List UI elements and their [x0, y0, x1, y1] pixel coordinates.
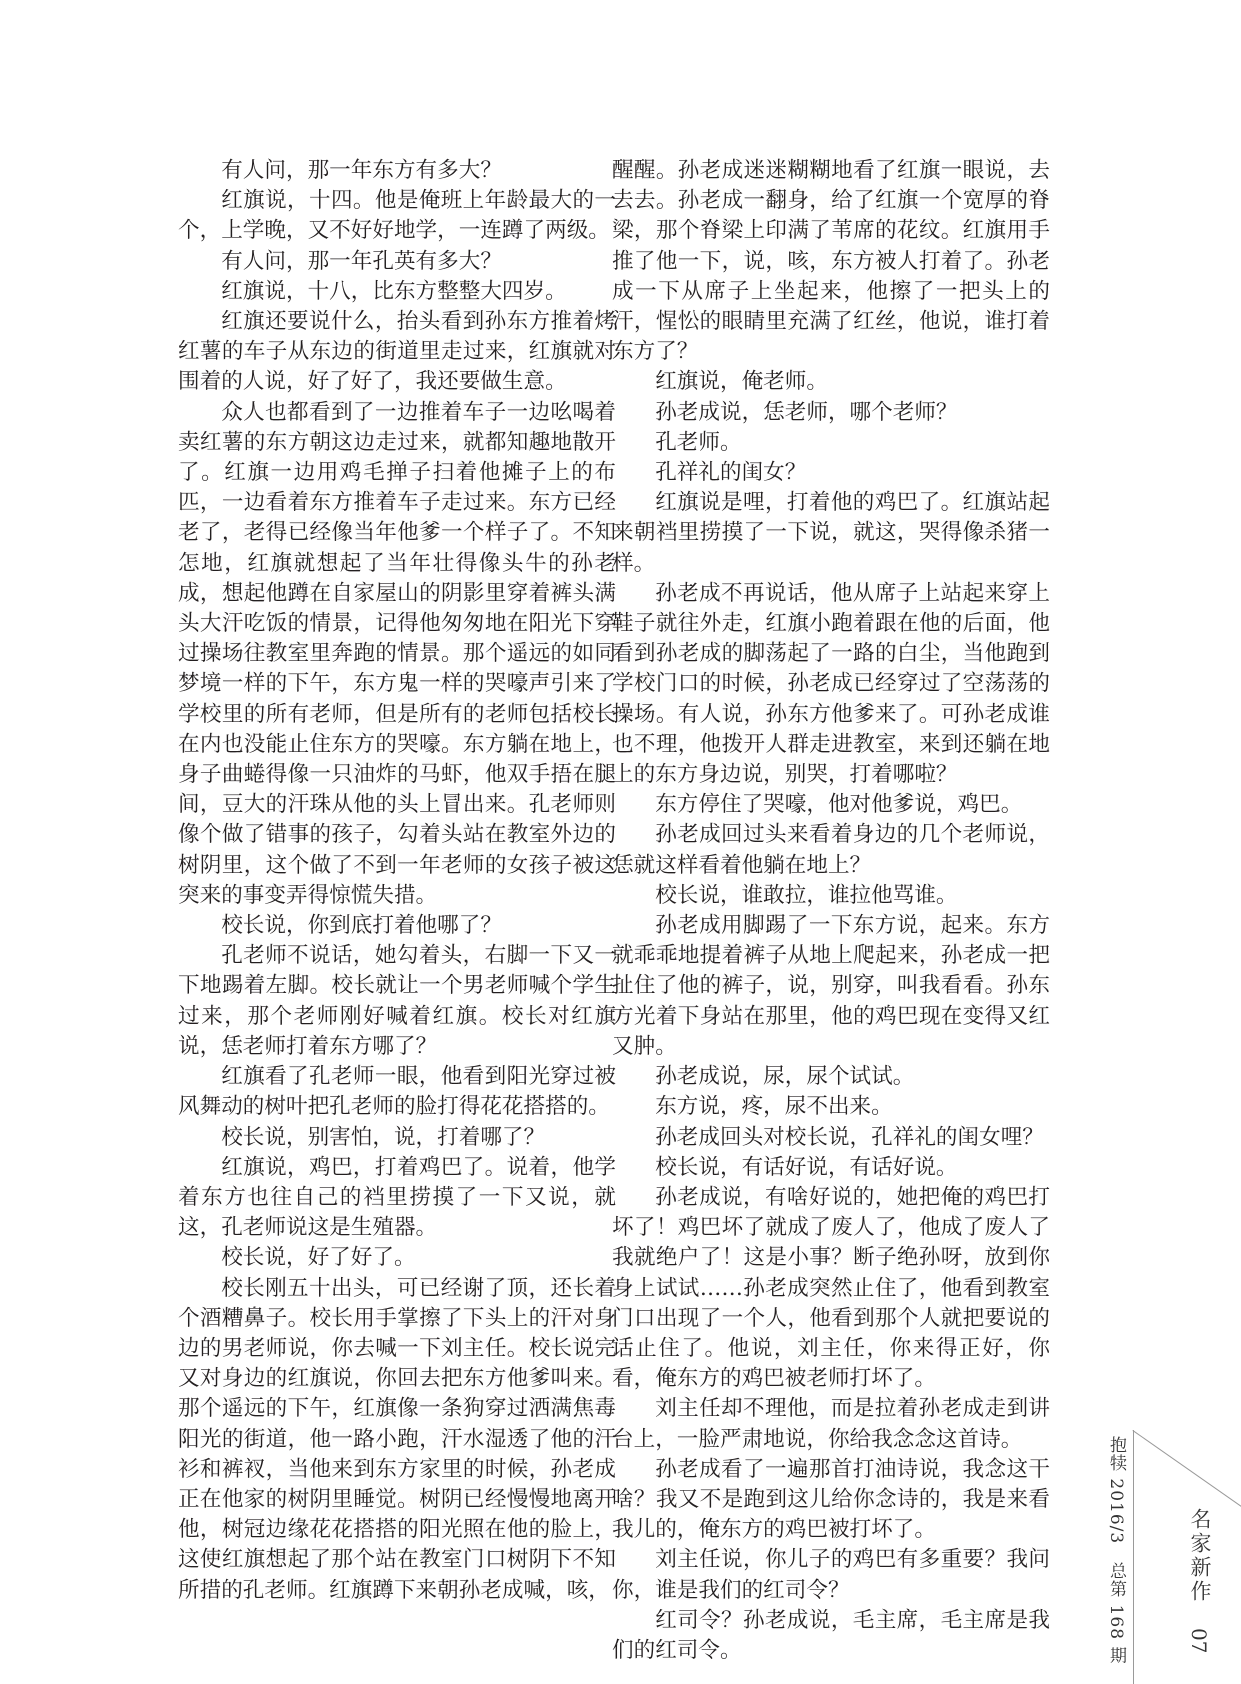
paragraph: 红旗还要说什么，抬头看到孙东方推着烤红薯的车子从东边的街道里走过来，红旗就对围着的人说，好了好了，我还要做生意。: [178, 309, 616, 395]
paragraph: 孙老成说，尿，尿个试试。: [655, 1064, 915, 1090]
paragraph: 校长刚五十出头，可已经谢了顶，还长着个酒糟鼻子。校长用手掌擦了下头上的汗对身边的男老师说，你去喊一下刘主任。校长说完又对身边的红旗说，你回去把东方他爹叫来。那个遥远的下午，红旗像一条狗穿过洒满焦毒阳光的街道，他一路小跑，汗水湿透了他的汗衫和裤衩，当他来到东方家里的时候，孙老成正在他家的树阴里睡觉。树阴已经慢慢地离开他，树冠边缘花花搭搭的阳光照在他的脸上，这使红旗想起了那个站在教室门口树阴下不知所措的孔老师。红旗蹲下来朝孙老成喊，咳，: [178, 1275, 616, 1603]
right-text-column: [612, 156, 1050, 1666]
paragraph: 东方说，疼，尿不出来。: [655, 1094, 893, 1120]
paragraph: 校长说，你到底打着他哪了？: [221, 913, 502, 939]
paragraph: 孔祥礼的闺女？: [655, 460, 807, 486]
paragraph: 红司令？孙老成说，毛主席，毛主席是我们的红司令。: [612, 1607, 1050, 1663]
paragraph: 有人问，那一年东方有多大？: [221, 158, 502, 183]
paragraph: 众人也都看到了一边推着车子一边吆喝着卖红薯的东方朝这边走过来，就都知趣地散开了。红旗一边用鸡毛掸子扫着他摊子上的布匹，一边看着东方推着车子走过来。东方已经老了，老得已经像当年他爹一个样子了。不知怎地，红旗就想起了当年壮得像头牛的孙老成，想起他蹲在自家屋山的阴影里穿着裤头满头大汗吃饭的情景，记得他匆匆地在阳光下穿过操场往教室里奔跑的情景。那个遥远的如同梦境一样的下午，东方鬼一样的哭嚎声引来了学校里的所有老师，但是所有的老师包括校长在内也没能止住东方的哭嚎。东方躺在地上，身子曲蜷得像一只油炸的马虾，他双手捂在腿间，豆大的汗珠从他的头上冒出来。孔老师则像个做了错事的孩子，勾着头站在教室外边的树阴里，这个做了不到一年老师的女孩子被这突来的事变弄得惊慌失措。: [178, 399, 616, 908]
paragraph: 红旗说是哩，打着他的鸡巴了。红旗站起来朝裆里捞摸了一下说，就这，哭得像杀猪一样。: [612, 490, 1050, 576]
issue-info: 抱犊 2016/3 总第 168 期: [1106, 1436, 1126, 1665]
paragraph: 孙老成不再说话，他从席子上站起来穿上鞋子就往外走，红旗小跑着跟在他的后面，他看到孙老成的脚荡起了一路的白尘，当他跑到学校门口的时候，孙老成已经穿过了空荡荡的操场。有人说，孙东方他爹来了。可孙老成谁也不理，他拨开人群走进教室，来到还躺在地上的东方身边说，别哭，打着哪啦？: [612, 580, 1050, 788]
page-sidebar: [1106, 1430, 1235, 1684]
paragraph: 红旗说，俺老师。: [655, 369, 828, 395]
paragraph: 红旗说，十四。他是俺班上年龄最大的一个，上学晚，又不好好地学，一连蹲了两级。: [178, 188, 616, 244]
paragraph: 孔老师不说话，她勾着头，右脚一下又一下地踢着左脚。校长就让一个男老师喊个学生过来，那个老师刚好喊着红旗。校长对红旗说，恁老师打着东方哪了？: [178, 943, 616, 1059]
paragraph: 红旗看了孔老师一眼，他看到阳光穿过被风舞动的树叶把孔老师的脸打得花花搭搭的。: [178, 1064, 616, 1120]
paragraph: 孙老成看了一遍那首打油诗说，我念这干啥？我又不是跑到这儿给你念诗的，我是来看我儿的，俺东方的鸡巴被打坏了。: [612, 1456, 1050, 1543]
left-text-column: [178, 156, 616, 1606]
paragraph: 校长说，有话好说，有话好说。: [655, 1154, 958, 1180]
paragraph: 校长说，别害怕，说，打着哪了？: [221, 1124, 546, 1150]
column-name: 名家新作: [1188, 1508, 1212, 1604]
sidebar-diagonal-line: [1132, 1430, 1241, 1517]
paragraph: 孙老成用脚踢了一下东方说，起来。东方就乖乖地提着裤子从地上爬起来，孙老成一把扯住了他的裤子，说，别穿，叫我看看。孙东方光着下身站在那里，他的鸡巴现在变得又红又肿。: [612, 913, 1050, 1059]
sidebar-divider-line: [1133, 1430, 1134, 1684]
page-number: 07: [1187, 1628, 1211, 1654]
paragraph: 校长说，谁敢拉，谁拉他骂谁。: [655, 882, 958, 908]
paragraph: 刘主任说，你儿子的鸡巴有多重要？我问你，谁是我们的红司令？: [612, 1547, 1050, 1603]
paragraph: 孙老成回头对校长说，孔祥礼的闺女哩？: [655, 1124, 1044, 1150]
paragraph: 红旗说，鸡巴，打着鸡巴了。说着，他学着东方也往自己的裆里捞摸了一下又说，就这，孔老师说这是生殖器。: [178, 1154, 616, 1241]
paragraph: 刘主任却不理他，而是拉着孙老成走到讲台上，一脸严肃地说，你给我念念这首诗。: [612, 1396, 1050, 1452]
paragraph: 有人问，那一年孔英有多大？: [221, 248, 502, 274]
paragraph: 东方停住了哭嚎，他对他爹说，鸡巴。: [655, 792, 1023, 818]
paragraph: 红旗说，十八，比东方整整大四岁。: [221, 278, 567, 304]
paragraph: 孙老成说，恁老师，哪个老师？: [655, 399, 958, 425]
paragraph: 孙老成说，有啥好说的，她把俺的鸡巴打坏了！鸡巴坏了就成了废人了，他成了废人了我就绝户了！这是小事？断子绝孙呀，放到你身上试试……孙老成突然止住了，他看到教室门口出现了一个人，他看到那个人就把要说的话止住了。他说，刘主任，你来得正好，你看，俺东方的鸡巴被老师打坏了。: [612, 1184, 1050, 1392]
paragraph: 孔老师。: [655, 429, 742, 455]
paragraph: 孙老成回过头来看着身边的几个老师说，恁就这样看着他躺在地上？: [612, 822, 1050, 878]
paragraph: 校长说，好了好了。: [221, 1245, 416, 1271]
paragraph: 醒醒。孙老成迷迷糊糊地看了红旗一眼说，去去去。孙老成一翻身，给了红旗一个宽厚的脊梁，那个脊梁上印满了苇席的花纹。红旗用手推了他一下，说，咳，东方被人打着了。孙老成一下从席子上坐起来，他擦了一把头上的汗，惺忪的眼睛里充满了红丝，他说，谁打着东方了？: [612, 158, 1050, 365]
